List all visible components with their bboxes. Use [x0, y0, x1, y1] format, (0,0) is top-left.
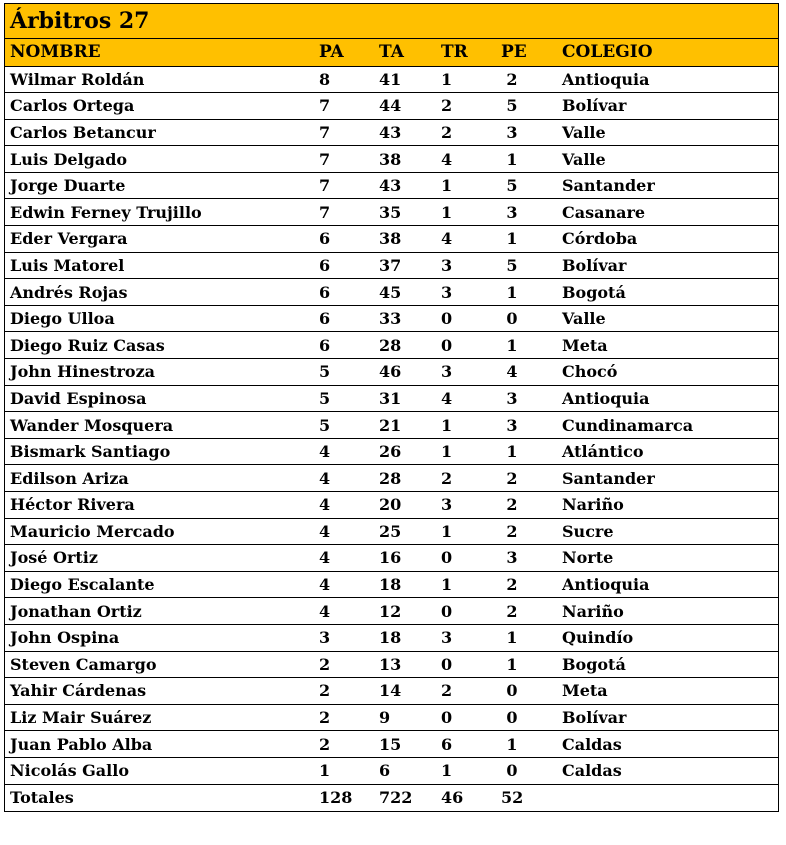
cell-name: Diego Escalante: [5, 571, 313, 598]
cell-name: Yahir Cárdenas: [5, 678, 313, 705]
cell-pe: 5: [497, 172, 557, 199]
header-ta: TA: [373, 39, 435, 66]
cell-tr: 1: [435, 571, 497, 598]
cell-tr: 1: [435, 757, 497, 784]
cell-pe: 3: [497, 412, 557, 439]
cell-pe: 0: [497, 757, 557, 784]
cell-pa: 7: [313, 172, 373, 199]
cell-name: Eder Vergara: [5, 226, 313, 253]
table-row: [5, 252, 778, 279]
cell-ta: 38: [373, 226, 435, 253]
cell-tr: 46: [441, 788, 464, 808]
table-row: [5, 571, 778, 598]
cell-pe: 0: [497, 305, 557, 332]
cell-pe: 2: [497, 66, 557, 93]
cell-ta: 14: [373, 678, 435, 705]
cell-pa: 2: [313, 731, 373, 758]
cell-colegio: Meta: [557, 678, 778, 705]
cell-colegio: [557, 784, 778, 811]
cell-name: Steven Camargo: [5, 651, 313, 678]
table-row: [5, 731, 778, 758]
table-row: [5, 93, 778, 120]
cell-tr: 4: [435, 385, 497, 412]
cell-ta: 44: [373, 93, 435, 120]
cell-pa: 5: [313, 359, 373, 386]
totals-row: [5, 784, 778, 811]
cell-pe: 52: [501, 788, 524, 808]
cell-pe: 5: [497, 93, 557, 120]
cell-name: John Ospina: [5, 624, 313, 651]
cell-tr: 3: [435, 492, 497, 519]
cell-pa: 7: [313, 146, 373, 173]
cell-ta: 15: [373, 731, 435, 758]
cell-pe: 1: [497, 146, 557, 173]
cell-pa: 1: [313, 757, 373, 784]
cell-pe: 1: [497, 624, 557, 651]
cell-pa: 8: [313, 66, 373, 93]
cell-tr: 2: [435, 119, 497, 146]
table-row: [5, 492, 778, 519]
cell-tr: 1: [435, 66, 497, 93]
table-row: [5, 651, 778, 678]
table-row: [5, 305, 778, 332]
table-row: [5, 172, 778, 199]
header-row: [5, 39, 778, 66]
cell-ta: 38: [373, 146, 435, 173]
cell-name: Luis Delgado: [5, 146, 313, 173]
table-row: [5, 438, 778, 465]
cell-ta: 18: [373, 624, 435, 651]
cell-pa: 4: [313, 598, 373, 625]
cell-pa: 4: [313, 545, 373, 572]
cell-pe: 2: [497, 518, 557, 545]
table-row: [5, 624, 778, 651]
cell-ta: 46: [373, 359, 435, 386]
cell-pa: 6: [313, 305, 373, 332]
cell-pa: 5: [313, 412, 373, 439]
cell-tr: 4: [435, 146, 497, 173]
table-row: [5, 757, 778, 784]
header-pa: PA: [313, 39, 373, 66]
cell-colegio: Bolívar: [557, 704, 778, 731]
cell-pe: 1: [497, 279, 557, 306]
cell-tr: 1: [435, 199, 497, 226]
cell-ta: 31: [373, 385, 435, 412]
cell-pe: 1: [497, 731, 557, 758]
cell-pe: 2: [497, 465, 557, 492]
cell-pa: 128: [319, 788, 353, 808]
cell-colegio: Bolívar: [557, 93, 778, 120]
cell-ta: 28: [373, 465, 435, 492]
cell-name: Andrés Rojas: [5, 279, 313, 306]
cell-tr: 2: [435, 465, 497, 492]
cell-tr: 3: [435, 279, 497, 306]
table-title: Árbitros 27: [5, 4, 778, 39]
cell-ta: 26: [373, 438, 435, 465]
cell-pa: 2: [313, 704, 373, 731]
cell-ta: 13: [373, 651, 435, 678]
cell-pa: 4: [313, 492, 373, 519]
cell-pe: 3: [497, 119, 557, 146]
cell-tr: 1: [435, 438, 497, 465]
cell-tr: 0: [435, 704, 497, 731]
table-row: [5, 545, 778, 572]
table-row: [5, 518, 778, 545]
cell-ta: 9: [373, 704, 435, 731]
referees-table-sheet: [4, 3, 779, 812]
cell-ta: 21: [373, 412, 435, 439]
cell-pa: 4: [313, 438, 373, 465]
cell-colegio: Caldas: [557, 757, 778, 784]
cell-name: Carlos Betancur: [5, 119, 313, 146]
table-row: [5, 66, 778, 93]
cell-name: Nicolás Gallo: [5, 757, 313, 784]
cell-pa: 6: [313, 252, 373, 279]
cell-tr: 1: [435, 518, 497, 545]
cell-colegio: Meta: [557, 332, 778, 359]
cell-tr: 2: [435, 93, 497, 120]
cell-pe: 2: [497, 598, 557, 625]
cell-ta: 722: [379, 788, 413, 808]
cell-name: John Hinestroza: [5, 359, 313, 386]
cell-ta: 43: [373, 172, 435, 199]
cell-pa: 6: [313, 279, 373, 306]
table-row: [5, 332, 778, 359]
cell-tr: 3: [435, 624, 497, 651]
table-row: [5, 385, 778, 412]
table-row: [5, 119, 778, 146]
cell-tr: 3: [435, 359, 497, 386]
cell-ta: 33: [373, 305, 435, 332]
cell-pe: 5: [497, 252, 557, 279]
cell-ta: 28: [373, 332, 435, 359]
cell-pa: 3: [313, 624, 373, 651]
cell-colegio: Bolívar: [557, 252, 778, 279]
cell-colegio: Valle: [557, 146, 778, 173]
cell-name: Jorge Duarte: [5, 172, 313, 199]
cell-pe: 0: [497, 704, 557, 731]
cell-tr: 3: [435, 252, 497, 279]
cell-name: Jonathan Ortiz: [5, 598, 313, 625]
cell-pa: 4: [313, 571, 373, 598]
cell-tr: 6: [435, 731, 497, 758]
cell-name: Bismark Santiago: [5, 438, 313, 465]
cell-tr: 0: [435, 545, 497, 572]
cell-pa: 5: [313, 385, 373, 412]
cell-pa: 2: [313, 651, 373, 678]
cell-pe: 3: [497, 199, 557, 226]
cell-pe: 1: [497, 651, 557, 678]
cell-tr: 1: [435, 412, 497, 439]
cell-colegio: Antioquia: [557, 385, 778, 412]
cell-colegio: Santander: [557, 172, 778, 199]
cell-name: Luis Matorel: [5, 252, 313, 279]
cell-pe: 2: [497, 492, 557, 519]
cell-ta: 35: [373, 199, 435, 226]
cell-colegio: Atlántico: [557, 438, 778, 465]
cell-colegio: Nariño: [557, 598, 778, 625]
cell-tr: 0: [435, 651, 497, 678]
header-pe: PE: [497, 39, 557, 66]
table-row: [5, 412, 778, 439]
cell-ta: 37: [373, 252, 435, 279]
cell-colegio: Valle: [557, 119, 778, 146]
cell-name: Edilson Ariza: [5, 465, 313, 492]
cell-name: Liz Mair Suárez: [5, 704, 313, 731]
cell-colegio: Bogotá: [557, 279, 778, 306]
cell-pe: 3: [497, 545, 557, 572]
cell-pa: 6: [313, 332, 373, 359]
cell-colegio: Sucre: [557, 518, 778, 545]
cell-pe: 1: [497, 226, 557, 253]
cell-colegio: Valle: [557, 305, 778, 332]
cell-ta: 12: [373, 598, 435, 625]
table-row: [5, 146, 778, 173]
cell-name: Héctor Rivera: [5, 492, 313, 519]
cell-pe: 3: [497, 385, 557, 412]
cell-pe: 4: [497, 359, 557, 386]
cell-ta: 45: [373, 279, 435, 306]
cell-colegio: Nariño: [557, 492, 778, 519]
cell-colegio: Chocó: [557, 359, 778, 386]
cell-pa: 4: [313, 518, 373, 545]
cell-ta: 6: [373, 757, 435, 784]
cell-name: Wander Mosquera: [5, 412, 313, 439]
cell-colegio: Santander: [557, 465, 778, 492]
table-row: [5, 359, 778, 386]
header-name: NOMBRE: [5, 39, 313, 66]
cell-colegio: Caldas: [557, 731, 778, 758]
cell-name: Totales: [10, 788, 74, 808]
cell-name: Edwin Ferney Trujillo: [5, 199, 313, 226]
cell-colegio: Bogotá: [557, 651, 778, 678]
table-row: [5, 678, 778, 705]
referees-table: [5, 39, 778, 811]
cell-colegio: Norte: [557, 545, 778, 572]
table-row: [5, 226, 778, 253]
table-row: [5, 279, 778, 306]
cell-name: Wilmar Roldán: [5, 66, 313, 93]
cell-name: Diego Ruiz Casas: [5, 332, 313, 359]
cell-name: Mauricio Mercado: [5, 518, 313, 545]
table-row: [5, 598, 778, 625]
cell-ta: 18: [373, 571, 435, 598]
cell-ta: 20: [373, 492, 435, 519]
cell-pe: 1: [497, 332, 557, 359]
cell-colegio: Antioquia: [557, 571, 778, 598]
header-colegio: COLEGIO: [557, 39, 778, 66]
cell-name: Juan Pablo Alba: [5, 731, 313, 758]
cell-ta: 43: [373, 119, 435, 146]
cell-tr: 0: [435, 332, 497, 359]
cell-name: David Espinosa: [5, 385, 313, 412]
table-row: [5, 465, 778, 492]
cell-pe: 0: [497, 678, 557, 705]
cell-tr: 0: [435, 305, 497, 332]
cell-name: José Ortiz: [5, 545, 313, 572]
cell-tr: 1: [435, 172, 497, 199]
cell-tr: 2: [435, 678, 497, 705]
cell-pa: 7: [313, 119, 373, 146]
cell-colegio: Córdoba: [557, 226, 778, 253]
cell-pa: 7: [313, 199, 373, 226]
cell-ta: 16: [373, 545, 435, 572]
cell-colegio: Casanare: [557, 199, 778, 226]
header-tr: TR: [435, 39, 497, 66]
cell-ta: 41: [373, 66, 435, 93]
cell-colegio: Antioquia: [557, 66, 778, 93]
cell-pa: 6: [313, 226, 373, 253]
cell-tr: 0: [435, 598, 497, 625]
cell-pa: 2: [313, 678, 373, 705]
cell-colegio: Cundinamarca: [557, 412, 778, 439]
cell-pa: 7: [313, 93, 373, 120]
cell-name: Carlos Ortega: [5, 93, 313, 120]
table-row: [5, 199, 778, 226]
cell-colegio: Quindío: [557, 624, 778, 651]
cell-name: Diego Ulloa: [5, 305, 313, 332]
cell-pa: 4: [313, 465, 373, 492]
cell-ta: 25: [373, 518, 435, 545]
cell-tr: 4: [435, 226, 497, 253]
table-row: [5, 704, 778, 731]
cell-pe: 1: [497, 438, 557, 465]
cell-pe: 2: [497, 571, 557, 598]
